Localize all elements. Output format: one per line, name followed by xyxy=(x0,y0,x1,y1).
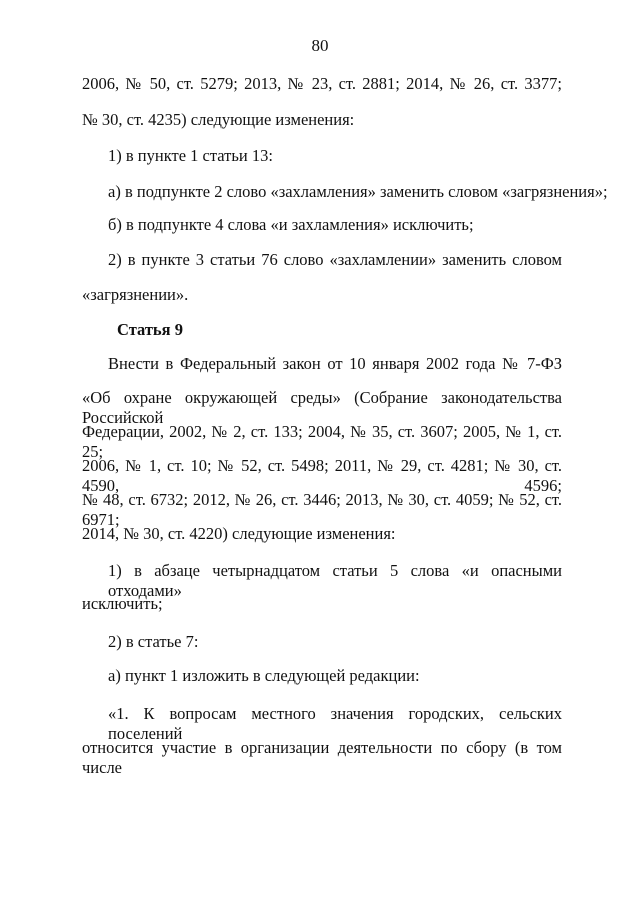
list-item: 2) в статье 7: xyxy=(108,632,199,651)
text-line: № 30, ст. 4235) следующие изменения: xyxy=(82,110,355,129)
quoted-text-line: «1. К вопросам местного значения городских, сельских поселений xyxy=(108,704,562,743)
text-line: 2006, № 1, ст. 10; № 52, ст. 5498; 2011, № 29, ст. 4281; № 30, ст. 4590, 4596; xyxy=(82,456,562,495)
list-item: а) в подпункте 2 слово «захламления» заменить словом «загрязнения»; xyxy=(108,182,608,201)
page-number: 80 xyxy=(311,36,329,55)
list-item: б) в подпункте 4 слова «и захламления» исключить; xyxy=(108,215,474,234)
list-item: а) пункт 1 изложить в следующей редакции: xyxy=(108,666,420,685)
quoted-text-line: относится участие в организации деятельности по сбору (в том числе xyxy=(82,738,562,777)
list-item: 1) в пункте 1 статьи 13: xyxy=(108,146,273,165)
list-item: 1) в абзаце четырнадцатом статьи 5 слова «и опасными отходами» xyxy=(108,561,562,600)
text-line: «загрязнении». xyxy=(82,285,189,304)
text-line: Федерации, 2002, № 2, ст. 133; 2004, № 35, ст. 3607; 2005, № 1, ст. 25; xyxy=(82,422,562,461)
text-line: «Об охране окружающей среды» (Собрание законодательства Российской xyxy=(82,388,562,427)
text-line: исключить; xyxy=(82,594,163,613)
text-line: 2006, № 50, ст. 5279; 2013, № 23, ст. 2881; 2014, № 26, ст. 3377; xyxy=(82,74,562,93)
text-line: 2014, № 30, ст. 4220) следующие изменения: xyxy=(82,524,396,543)
list-item: 2) в пункте 3 статьи 76 слово «захламлении» заменить словом xyxy=(108,250,562,269)
text-line: Внести в Федеральный закон от 10 января 2002 года № 7-ФЗ xyxy=(108,354,562,373)
article-heading: Статья 9 xyxy=(117,320,183,339)
text-line: № 48, ст. 6732; 2012, № 26, ст. 3446; 2013, № 30, ст. 4059; № 52, ст. 6971; xyxy=(82,490,562,529)
